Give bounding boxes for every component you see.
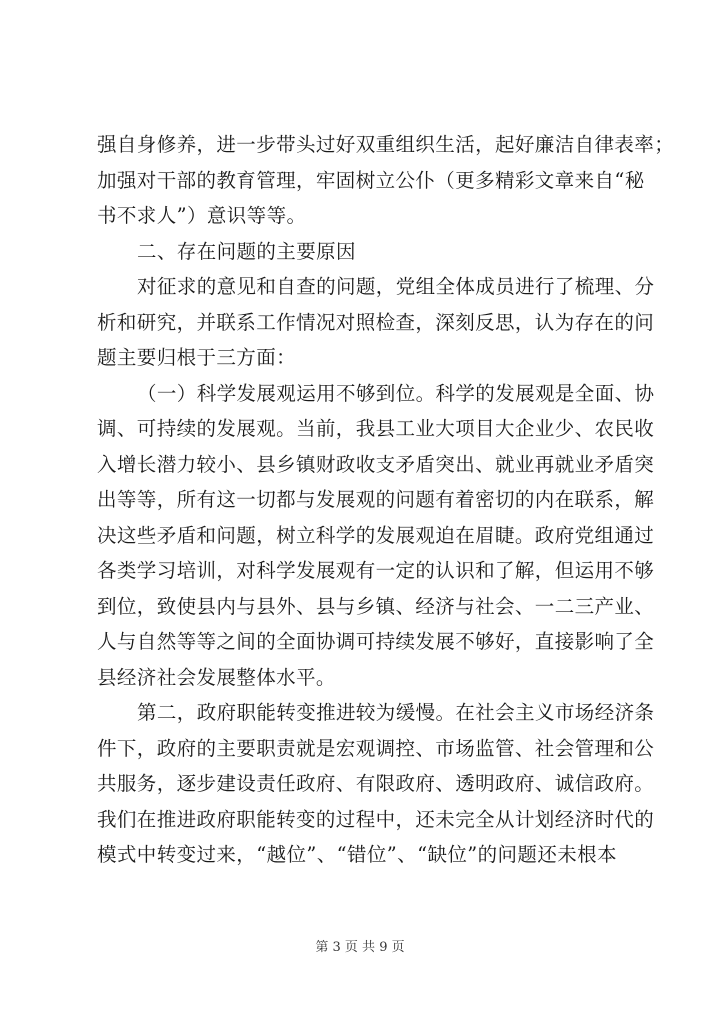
text-line: 县经济社会发展整体水平。 bbox=[97, 665, 336, 689]
text-line: 各类学习培训，对科学发展观有一定的认识和了解，但运用不够 bbox=[97, 559, 655, 582]
text-line: 模式中转变过来，“越位”、“错位”、“缺位”的问题还未根本 bbox=[97, 843, 617, 866]
text-line: 我们在推进政府职能转变的过程中，还未完全从计划经济时代的 bbox=[97, 807, 655, 831]
text-line: 件下，政府的主要职责就是宏观调控、市场监管、社会管理和公 bbox=[97, 736, 655, 760]
text-line: （一）科学发展观运用不够到位。科学的发展观是全面、协 bbox=[137, 381, 655, 405]
page-number-footer: 第 3 页 共 9 页 bbox=[315, 940, 405, 955]
text-line: 题主要归根于三方面： bbox=[97, 346, 297, 369]
text-line: 共服务，逐步建设责任政府、有限政府、透明政府、诚信政府。 bbox=[97, 772, 655, 795]
section-heading: 二、存在问题的主要原因 bbox=[137, 239, 356, 263]
text-line: 决这些矛盾和问题，树立科学的发展观迫在眉睫。政府党组通过 bbox=[97, 523, 655, 547]
text-line: 出等等，所有这一切都与发展观的问题有着密切的内在联系，解 bbox=[97, 488, 655, 511]
text-line: 对征求的意见和自查的问题，党组全体成员进行了梳理、分 bbox=[137, 275, 655, 298]
document-body bbox=[97, 127, 675, 873]
text-line: 第二，政府职能转变推进较为缓慢。在社会主义市场经济条 bbox=[137, 701, 655, 724]
text-line: 人与自然等等之间的全面协调可持续发展不够好，直接影响了全 bbox=[97, 630, 655, 653]
text-line: 加强对干部的教育管理，牢固树立公仆（更多精彩文章来自“秘 bbox=[97, 168, 645, 192]
text-line: 入增长潜力较小、县乡镇财政收支矛盾突出、就业再就业矛盾突 bbox=[97, 452, 655, 476]
text-line: 到位，致使县内与县外、县与乡镇、经济与社会、一二三产业、 bbox=[97, 594, 655, 618]
text-line: 书不求人”）意识等等。 bbox=[97, 204, 307, 227]
text-line: 调、可持续的发展观。当前，我县工业大项目大企业少、农民收 bbox=[97, 417, 655, 440]
text-line: 强自身修养，进一步带头过好双重组织生活，起好廉洁自律表率； bbox=[97, 133, 675, 156]
text-line: 析和研究，并联系工作情况对照检查，深刻反思，认为存在的问 bbox=[97, 310, 655, 334]
